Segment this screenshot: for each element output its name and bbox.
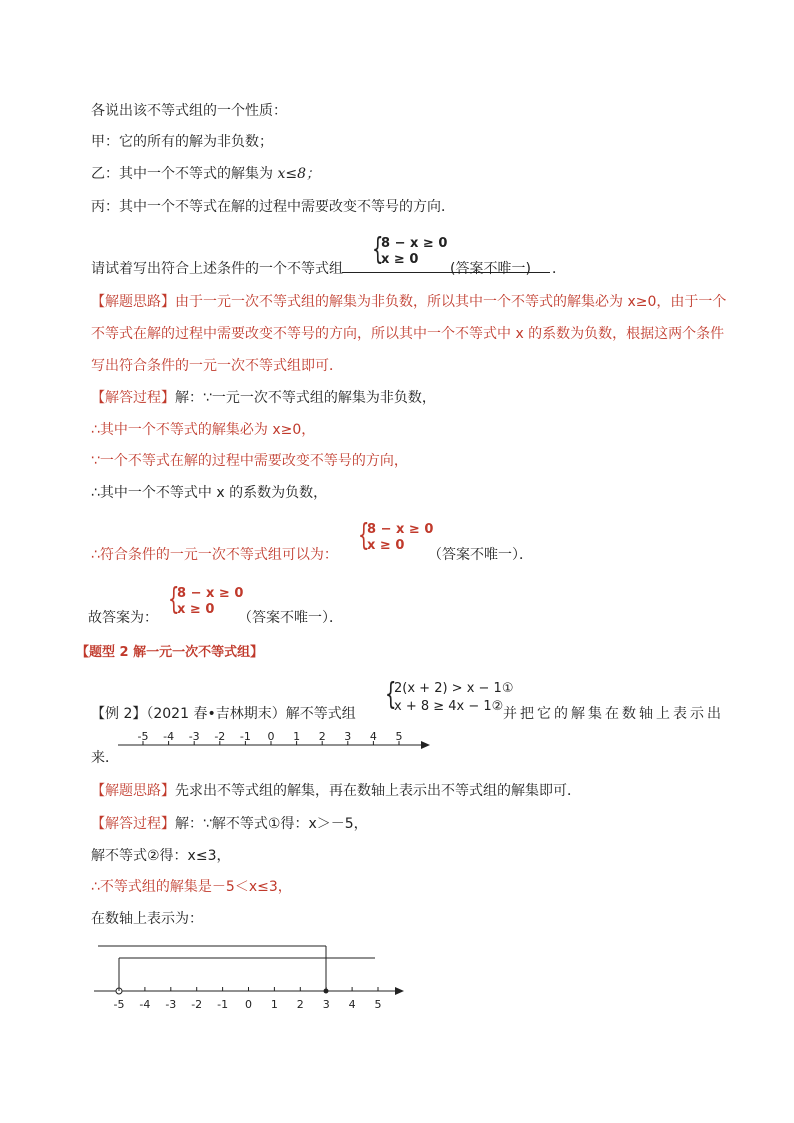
axis-tick-label: -1	[217, 998, 229, 1010]
process-2-line-2: 解不等式②得：x≤3，	[91, 848, 231, 864]
idea-1-label: 【解题思路】	[91, 294, 175, 310]
question-system-row-1: 8 − x ≥ 0	[381, 236, 448, 251]
axis-tick-label: -1	[239, 730, 251, 743]
intro-line-4: 丙：其中一个不等式在解的过程中需要改变不等号的方向．	[91, 199, 455, 215]
process-1-system-row-2: x ≥ 0	[367, 538, 405, 553]
axis-tick-label: 5	[374, 998, 382, 1010]
axis-tick-label: 3	[344, 730, 352, 743]
idea-1-text-1: 由于一元一次不等式组的解集为非负数，所以其中一个不等式的解集必为 x≥0，由于一个	[175, 294, 727, 310]
topic-2-heading: 【题型 2 解一元一次不等式组】	[76, 645, 264, 660]
process-2-line-4: 在数轴上表示为：	[91, 911, 203, 927]
solution-number-line	[90, 940, 410, 1010]
answer-system-row-1: 8 − x ≥ 0	[177, 586, 244, 601]
idea-1-line-3: 写出符合条件的一元一次不等式组即可．	[91, 358, 343, 374]
axis-arrow-icon	[395, 987, 404, 995]
process-2-text-1: 解：∵解不等式①得：x＞－5，	[175, 816, 368, 832]
example-2-row-2: x + 8 ≥ 4x − 1②	[394, 699, 504, 714]
axis-tick-label: 3	[322, 998, 330, 1010]
intro-line-3-text: 乙：其中一个不等式的解集为	[91, 166, 278, 182]
question-suffix: ．	[552, 261, 566, 277]
axis-tick-label: -3	[188, 730, 200, 743]
idea-1-line-2: 不等式在解的过程中需要改变不等号的方向，所以其中一个不等式中 x 的系数为负数，根据这两个条件	[91, 326, 725, 342]
idea-1-line-1	[91, 292, 726, 312]
question-system-row-2: x ≥ 0	[381, 252, 419, 267]
axis-tick-label: 1	[270, 998, 278, 1010]
process-1-line-4: ∴其中一个不等式中 x 的系数为负数，	[91, 485, 328, 501]
process-1-label: 【解答过程】	[91, 390, 175, 406]
axis-tick-label: -3	[165, 998, 177, 1010]
process-2-line-3: ∴不等式组的解集是－5＜x≤3，	[91, 879, 292, 895]
process-1-text-1: 解：∵一元一次不等式组的解集为非负数，	[175, 390, 436, 406]
process-2-line-1	[91, 814, 368, 834]
axis-tick-label: 4	[369, 730, 377, 743]
axis-tick-label: 4	[348, 998, 356, 1010]
axis-tick-label: -2	[191, 998, 203, 1010]
axis-tick-label: -2	[214, 730, 226, 743]
left-brace-icon: {	[168, 582, 180, 617]
intro-line-2: 甲：它的所有的解为非负数；	[91, 134, 273, 150]
example-2-source: （2021 春•吉林期末）解不等式组	[146, 706, 356, 722]
axis-tick-label: -4	[163, 730, 175, 743]
example-2-system	[385, 677, 515, 715]
axis-tick-label: 2	[296, 998, 304, 1010]
axis-tick-label: -5	[113, 998, 125, 1010]
process-1-line-1	[91, 388, 436, 408]
left-brace-icon: {	[385, 677, 397, 712]
axis-tick-label: 2	[318, 730, 326, 743]
example-2-line-2: 来．	[91, 750, 119, 766]
idea-2-label: 【解题思路】	[91, 783, 175, 799]
answer-note: （答案不唯一）．	[238, 610, 343, 626]
axis-tick-label: 1	[293, 730, 301, 743]
question-note: (答案不唯一)	[450, 261, 531, 277]
process-1-line-2: ∴其中一个不等式的解集必为 x≥0，	[91, 422, 316, 438]
axis-tick-label: 0	[245, 998, 252, 1010]
example-2-line-1	[91, 704, 356, 724]
process-1-line-5: ∴符合条件的一元一次不等式组可以为：	[91, 547, 338, 563]
intro-line-3	[91, 164, 320, 184]
axis-arrow-icon	[421, 741, 430, 749]
process-1-system-row-1: 8 − x ≥ 0	[367, 522, 434, 537]
example-2-label: 【例 2】	[91, 706, 147, 722]
question-system	[372, 232, 462, 268]
axis-tick-label: -5	[137, 730, 149, 743]
example-2-number-line	[112, 730, 437, 760]
intro-line-3-math: x≤8；	[277, 166, 320, 182]
left-brace-icon: {	[358, 518, 370, 553]
process-1-line-5-note: （答案不唯一）．	[428, 547, 533, 563]
axis-tick-label: -4	[139, 998, 151, 1010]
answer-system-row-2: x ≥ 0	[177, 602, 215, 617]
question-prefix: 请试着写出符合上述条件的一个不等式组	[91, 261, 343, 277]
process-1-line-3: ∵一个不等式在解的过程中需要改变不等号的方向，	[91, 453, 408, 469]
axis-tick-label: 5	[395, 730, 403, 743]
answer-prefix: 故答案为：	[88, 610, 158, 626]
intro-line-1: 各说出该不等式组的一个性质：	[91, 103, 287, 119]
left-brace-icon: {	[372, 232, 384, 267]
example-2-row-1: 2(x + 2) > x − 1①	[394, 681, 514, 696]
axis-tick-label: 0	[267, 730, 275, 743]
idea-2-text: 先求出不等式组的解集，再在数轴上表示出不等式组的解集即可．	[175, 783, 581, 799]
idea-2-line	[91, 781, 581, 801]
process-2-label: 【解答过程】	[91, 816, 175, 832]
example-2-after: 并把它的解集在数轴上表示出	[503, 706, 724, 722]
